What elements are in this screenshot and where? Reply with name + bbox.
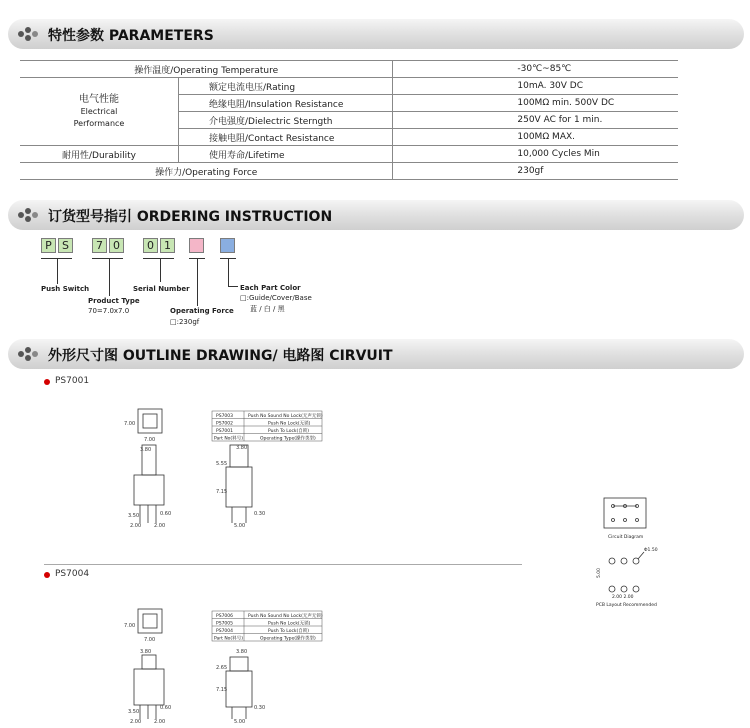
code-char: 7	[92, 238, 107, 253]
bullet-dots-icon	[18, 208, 40, 222]
red-bullet-icon	[44, 572, 50, 578]
dim-label: 3.80	[140, 447, 152, 453]
dim-label: 0.60	[160, 705, 172, 711]
electrical-group	[20, 78, 179, 146]
pcb-layout-label: PCB Layout Recommended	[596, 603, 657, 608]
dim-label: 3.80	[236, 445, 248, 451]
param-label: 使用寿命/Lifetime	[179, 146, 393, 163]
param-value: 250V AC for 1 min.	[393, 112, 678, 129]
operating-type: Operating Type(操作类型)	[260, 636, 316, 642]
part-no: PS7005	[216, 621, 234, 627]
dim-label: 3.80	[140, 649, 152, 655]
operating-type: Push To Lock(自锁)	[268, 629, 310, 634]
section-title: 订货型号指引 ORDERING INSTRUCTION	[48, 209, 333, 225]
each-part-color-value: □:Guide/Cover/Base	[240, 294, 312, 302]
outline-header	[8, 339, 744, 369]
operating-force-value: □:230gf	[170, 318, 200, 326]
operating-type: Operating Type(操作类型)	[260, 436, 316, 442]
param-label: 额定电流电压/Rating	[179, 78, 393, 95]
operating-type: Push No Lock(无锁)	[268, 621, 311, 627]
force-color-box	[189, 238, 204, 253]
part-no: PS7003	[216, 414, 234, 419]
circuit-diagram-label: Circuit Diagram	[608, 535, 644, 540]
circuit-and-pcb	[588, 494, 668, 610]
dim-label: 7.00	[144, 637, 156, 643]
param-value: 100MΩ min. 500V DC	[393, 95, 678, 112]
divider	[44, 564, 522, 565]
each-part-color-label: Each Part Color	[240, 284, 301, 292]
model-label: PS7004	[55, 569, 90, 579]
part-no: PS7001	[216, 429, 234, 434]
dim-label: 2.00	[154, 719, 166, 725]
operating-type: Push No Lock(无锁)	[268, 421, 311, 427]
dim-label: 7.00	[124, 421, 136, 427]
dim-label: 2.65	[216, 665, 228, 671]
bullet-dots-icon	[18, 27, 40, 41]
operating-type: Push No Sound No Lock(无声无锁)	[248, 414, 323, 419]
dim-label: 7.15	[216, 489, 228, 495]
table-row	[20, 163, 678, 180]
dim-label: 2.00	[154, 523, 166, 529]
section-title: 外形尺寸图 OUTLINE DRAWING/ 电路图 CIRVUIT	[48, 348, 393, 364]
each-part-color-cn: 蓝 / 白 / 黑	[250, 305, 285, 313]
param-label: 耐用性/Durability	[20, 146, 179, 163]
param-label: 操作温度/Operating Temperature	[20, 61, 393, 78]
group-label-en: Electrical	[80, 106, 118, 116]
operating-type: Push To Lock(自锁)	[268, 429, 310, 434]
operating-force-label: Operating Force	[170, 307, 234, 315]
part-no: PS7004	[216, 629, 234, 634]
dim-label: 3.80	[236, 649, 248, 655]
part-color-box	[220, 238, 235, 253]
dim-label: 2.00	[130, 719, 142, 725]
table-row	[20, 78, 678, 95]
parameters-table	[20, 60, 678, 180]
param-value: -30℃~85℃	[393, 61, 678, 78]
dim-label: 7.15	[216, 687, 228, 693]
dim-label: 2.00 2.00	[612, 595, 634, 600]
param-label: 操作力/Operating Force	[20, 163, 393, 180]
param-label: 绝缘电阻/Insulation Resistance	[179, 95, 393, 112]
model-label: PS7001	[55, 376, 90, 386]
code-char: P	[41, 238, 56, 253]
dim-label: 5.00	[597, 567, 602, 578]
dim-label: 2.00	[130, 523, 142, 529]
param-value: 10mA. 30V DC	[393, 78, 678, 95]
ordering-header	[8, 200, 744, 230]
dim-label: 3.50	[128, 709, 140, 715]
dim-label: 5.00	[234, 719, 246, 725]
product-type-label: Product Type	[88, 297, 140, 305]
dim-label: 5.55	[216, 461, 228, 467]
group-label-cn: 电气性能	[79, 93, 119, 105]
code-char: 1	[160, 238, 175, 253]
group-label-en: Performance	[73, 118, 125, 128]
red-bullet-icon	[44, 379, 50, 385]
code-char: S	[58, 238, 73, 253]
param-label: 介电强度/Dielectric Sterngth	[179, 112, 393, 129]
dim-label: 0.30	[254, 511, 266, 517]
outline-drawing-ps7001	[118, 405, 348, 535]
param-value: 10,000 Cycles Min	[393, 146, 678, 163]
part-no: Part No(料号)	[214, 636, 243, 642]
dim-label: Φ1.50	[644, 548, 658, 553]
part-no: PS7006	[216, 614, 234, 619]
dim-label: 0.30	[254, 705, 266, 711]
dim-label: 3.50	[128, 513, 140, 519]
outline-drawing-ps7004	[118, 605, 348, 728]
dim-label: 5.00	[234, 523, 246, 529]
dim-label: 7.00	[124, 623, 136, 629]
bullet-dots-icon	[18, 347, 40, 361]
dim-label: 7.00	[144, 437, 156, 443]
product-type-value: 70=7.0x7.0	[88, 307, 130, 315]
parameters-header	[8, 19, 744, 49]
param-value: 230gf	[393, 163, 678, 180]
operating-type: Push No Sound No Lock(无声无锁)	[248, 614, 323, 619]
push-switch-label: Push Switch	[41, 285, 90, 293]
serial-number-label: Serial Number	[133, 285, 190, 293]
dim-label: 0.60	[160, 511, 172, 517]
section-title: 特性参数 PARAMETERS	[48, 28, 214, 44]
table-row	[20, 61, 678, 78]
code-char: 0	[109, 238, 124, 253]
part-no: Part No(料号)	[214, 436, 243, 442]
code-char: 0	[143, 238, 158, 253]
param-label: 接触电阻/Contact Resistance	[179, 129, 393, 146]
param-value: 100MΩ MAX.	[393, 129, 678, 146]
table-row	[20, 146, 678, 163]
part-no: PS7002	[216, 421, 234, 427]
